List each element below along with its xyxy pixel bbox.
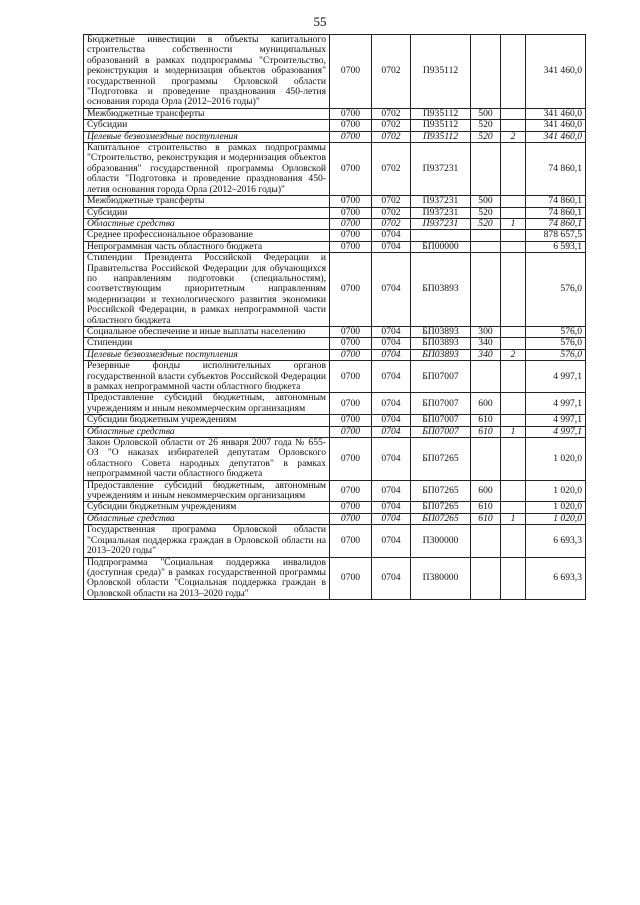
cell-section: 0700: [330, 326, 372, 337]
cell-name: Субсидии: [84, 120, 330, 131]
cell-expense-type: [471, 35, 501, 109]
cell-amount: 6 593,1: [526, 241, 586, 252]
cell-subsection: 0704: [372, 338, 411, 349]
budget-table: [83, 34, 586, 600]
cell-amount: 4 997,1: [526, 415, 586, 426]
cell-source-code: 1: [501, 426, 526, 437]
cell-section: 0700: [330, 143, 372, 196]
cell-expense-type: 520: [471, 218, 501, 229]
cell-expense-type: [471, 143, 501, 196]
cell-name: Подпрограмма "Социальная поддержка инвалидов (доступная среда)" в рамках государственной программы Орловской области "Социальная поддержка граждан в Орловской области на 2013–2020 годы": [84, 557, 330, 600]
cell-name: Субсидии бюджетным учреждениям: [84, 415, 330, 426]
cell-expense-type: 500: [471, 108, 501, 119]
cell-section: 0700: [330, 120, 372, 131]
cell-amount: 341 460,0: [526, 120, 586, 131]
cell-name: Стипендии Президента Российской Федерации и Правительства Российской Федерации для обучающихся по направлениям подготовки (специальностям), соответствующим приоритетным направлениям модернизации и технологического развития экономики Российской Федерации, в рамках непрограммной части областного бюджета: [84, 253, 330, 327]
cell-target-article: П935112: [411, 131, 471, 142]
cell-target-article: П937231: [411, 207, 471, 218]
cell-amount: 1 020,0: [526, 480, 586, 502]
cell-expense-type: 610: [471, 426, 501, 437]
cell-subsection: 0704: [372, 502, 411, 513]
cell-subsection: 0702: [372, 131, 411, 142]
table-row: [84, 35, 586, 109]
cell-subsection: 0704: [372, 513, 411, 524]
cell-source-code: [501, 230, 526, 241]
table-row: [84, 438, 586, 481]
cell-name: Субсидии: [84, 207, 330, 218]
cell-expense-type: 610: [471, 513, 501, 524]
cell-section: 0700: [330, 196, 372, 207]
table-row: [84, 513, 586, 524]
cell-section: 0700: [330, 349, 372, 360]
cell-expense-type: 300: [471, 326, 501, 337]
table-row: [84, 393, 586, 415]
table-row: [84, 131, 586, 142]
cell-target-article: П935112: [411, 35, 471, 109]
cell-amount: 74 860,1: [526, 143, 586, 196]
cell-section: 0700: [330, 513, 372, 524]
cell-amount: 576,0: [526, 253, 586, 327]
cell-name: Субсидии бюджетным учреждениям: [84, 502, 330, 513]
cell-expense-type: 610: [471, 415, 501, 426]
cell-source-code: [501, 35, 526, 109]
cell-target-article: БП00000: [411, 241, 471, 252]
cell-section: 0700: [330, 131, 372, 142]
cell-subsection: 0704: [372, 361, 411, 393]
cell-section: 0700: [330, 35, 372, 109]
cell-amount: 576,0: [526, 349, 586, 360]
cell-name: Областные средства: [84, 426, 330, 437]
table-row: [84, 108, 586, 119]
cell-name: Областные средства: [84, 513, 330, 524]
cell-section: 0700: [330, 338, 372, 349]
cell-source-code: [501, 480, 526, 502]
cell-subsection: 0702: [372, 143, 411, 196]
cell-section: 0700: [330, 230, 372, 241]
table-row: [84, 349, 586, 360]
cell-expense-type: [471, 557, 501, 600]
cell-section: 0700: [330, 438, 372, 481]
cell-target-article: П935112: [411, 108, 471, 119]
cell-target-article: БП07007: [411, 426, 471, 437]
table-row: [84, 241, 586, 252]
cell-target-article: БП03893: [411, 253, 471, 327]
table-row: [84, 120, 586, 131]
page-number: 55: [313, 14, 327, 29]
cell-source-code: [501, 338, 526, 349]
cell-source-code: [501, 438, 526, 481]
cell-target-article: БП07007: [411, 361, 471, 393]
table-row: [84, 143, 586, 196]
cell-name: Среднее профессиональное образование: [84, 230, 330, 241]
cell-amount: 4 997,1: [526, 393, 586, 415]
cell-expense-type: 610: [471, 502, 501, 513]
cell-expense-type: [471, 241, 501, 252]
cell-subsection: 0704: [372, 426, 411, 437]
cell-source-code: 1: [501, 218, 526, 229]
table-row: [84, 338, 586, 349]
cell-name: Предоставление субсидий бюджетным, автономным учреждениям и иным некоммерческим организациям: [84, 393, 330, 415]
cell-target-article: П935112: [411, 120, 471, 131]
cell-source-code: [501, 502, 526, 513]
cell-amount: 74 860,1: [526, 196, 586, 207]
cell-section: 0700: [330, 415, 372, 426]
cell-target-article: БП07265: [411, 438, 471, 481]
cell-expense-type: 340: [471, 349, 501, 360]
cell-amount: 6 693,3: [526, 557, 586, 600]
cell-name: Целевые безвозмездные поступления: [84, 349, 330, 360]
cell-subsection: 0704: [372, 349, 411, 360]
cell-name: Резервные фонды исполнительных органов государственной власти субъектов Российской Федерации в рамках непрограммной части областного бюджета: [84, 361, 330, 393]
cell-source-code: [501, 253, 526, 327]
cell-amount: 74 860,1: [526, 218, 586, 229]
cell-target-article: П380000: [411, 557, 471, 600]
cell-expense-type: [471, 361, 501, 393]
cell-source-code: [501, 525, 526, 557]
table-row: [84, 361, 586, 393]
cell-amount: 576,0: [526, 338, 586, 349]
cell-section: 0700: [330, 525, 372, 557]
cell-target-article: БП07007: [411, 415, 471, 426]
cell-name: Межбюджетные трансферты: [84, 108, 330, 119]
cell-expense-type: 600: [471, 393, 501, 415]
cell-amount: 4 997,1: [526, 361, 586, 393]
table-row: [84, 326, 586, 337]
cell-source-code: 2: [501, 131, 526, 142]
table-row: [84, 230, 586, 241]
cell-subsection: 0702: [372, 207, 411, 218]
cell-name: Областные средства: [84, 218, 330, 229]
cell-amount: 1 020,0: [526, 502, 586, 513]
cell-name: Государственная программа Орловской области "Социальная поддержка граждан в Орловской области на 2013–2020 годы": [84, 525, 330, 557]
cell-target-article: П937231: [411, 196, 471, 207]
cell-source-code: 1: [501, 513, 526, 524]
cell-amount: 74 860,1: [526, 207, 586, 218]
cell-section: 0700: [330, 557, 372, 600]
cell-source-code: [501, 120, 526, 131]
cell-subsection: 0704: [372, 326, 411, 337]
table-row: [84, 557, 586, 600]
cell-section: 0700: [330, 241, 372, 252]
cell-subsection: 0704: [372, 480, 411, 502]
table-row: [84, 218, 586, 229]
cell-source-code: [501, 326, 526, 337]
cell-source-code: [501, 108, 526, 119]
cell-name: Бюджетные инвестиции в объекты капитального строительства собственности муниципальных образований в рамках подпрограммы "Строительство, реконструкция и модернизация объектов образования" государственной программы Орловской области "Подготовка и проведение празднования 450-летия основания города Орла (2012–2016 годы)": [84, 35, 330, 109]
cell-target-article: БП07265: [411, 502, 471, 513]
table-row: [84, 480, 586, 502]
cell-amount: 576,0: [526, 326, 586, 337]
cell-amount: 341 460,0: [526, 131, 586, 142]
table-row: [84, 525, 586, 557]
cell-subsection: 0704: [372, 241, 411, 252]
cell-subsection: 0704: [372, 525, 411, 557]
cell-target-article: П937231: [411, 143, 471, 196]
cell-subsection: 0704: [372, 393, 411, 415]
cell-target-article: БП07265: [411, 480, 471, 502]
cell-amount: 878 657,5: [526, 230, 586, 241]
cell-source-code: [501, 207, 526, 218]
cell-subsection: 0704: [372, 557, 411, 600]
cell-subsection: 0704: [372, 438, 411, 481]
cell-section: 0700: [330, 253, 372, 327]
cell-expense-type: [471, 253, 501, 327]
cell-subsection: 0702: [372, 108, 411, 119]
cell-target-article: БП07265: [411, 513, 471, 524]
cell-section: 0700: [330, 361, 372, 393]
table-row: [84, 502, 586, 513]
cell-section: 0700: [330, 502, 372, 513]
cell-source-code: [501, 196, 526, 207]
cell-source-code: [501, 415, 526, 426]
cell-amount: 4 997,1: [526, 426, 586, 437]
cell-subsection: 0704: [372, 253, 411, 327]
cell-source-code: [501, 393, 526, 415]
cell-source-code: [501, 143, 526, 196]
cell-subsection: 0702: [372, 218, 411, 229]
cell-target-article: [411, 230, 471, 241]
cell-expense-type: 520: [471, 207, 501, 218]
cell-expense-type: 600: [471, 480, 501, 502]
cell-subsection: 0702: [372, 35, 411, 109]
cell-source-code: 2: [501, 349, 526, 360]
cell-source-code: [501, 361, 526, 393]
cell-expense-type: 340: [471, 338, 501, 349]
cell-target-article: П300000: [411, 525, 471, 557]
cell-name: Социальное обеспечение и иные выплаты населению: [84, 326, 330, 337]
cell-amount: 341 460,0: [526, 108, 586, 119]
table-row: [84, 207, 586, 218]
cell-name: Стипендии: [84, 338, 330, 349]
table-row: [84, 253, 586, 327]
cell-target-article: БП03893: [411, 338, 471, 349]
cell-target-article: БП03893: [411, 326, 471, 337]
table-row: [84, 415, 586, 426]
table-row: [84, 426, 586, 437]
cell-name: Непрограммная часть областного бюджета: [84, 241, 330, 252]
cell-amount: 1 020,0: [526, 513, 586, 524]
cell-amount: 341 460,0: [526, 35, 586, 109]
cell-target-article: БП03893: [411, 349, 471, 360]
cell-subsection: 0702: [372, 120, 411, 131]
cell-source-code: [501, 557, 526, 600]
cell-source-code: [501, 241, 526, 252]
cell-section: 0700: [330, 207, 372, 218]
cell-name: Капитальное строительство в рамках подпрограммы "Строительство, реконструкция и модернизация объектов образования" государственной программы Орловской области "Подготовка и проведение празднования 450-летия основания города Орла (2012–2016 годы)": [84, 143, 330, 196]
cell-section: 0700: [330, 480, 372, 502]
cell-target-article: БП07007: [411, 393, 471, 415]
cell-amount: 6 693,3: [526, 525, 586, 557]
cell-subsection: 0702: [372, 196, 411, 207]
cell-section: 0700: [330, 426, 372, 437]
cell-name: Целевые безвозмездные поступления: [84, 131, 330, 142]
cell-section: 0700: [330, 108, 372, 119]
cell-expense-type: 520: [471, 120, 501, 131]
cell-amount: 1 020,0: [526, 438, 586, 481]
cell-section: 0700: [330, 393, 372, 415]
cell-expense-type: [471, 438, 501, 481]
cell-target-article: П937231: [411, 218, 471, 229]
cell-name: Предоставление субсидий бюджетным, автономным учреждениям и иным некоммерческим организациям: [84, 480, 330, 502]
cell-expense-type: [471, 230, 501, 241]
cell-expense-type: 500: [471, 196, 501, 207]
table-row: [84, 196, 586, 207]
cell-subsection: 0704: [372, 415, 411, 426]
cell-section: 0700: [330, 218, 372, 229]
cell-name: Межбюджетные трансферты: [84, 196, 330, 207]
cell-expense-type: 520: [471, 131, 501, 142]
cell-name: Закон Орловской области от 26 января 2007 года № 655-ОЗ "О наказах избирателей депутатам Орловского областного Совета народных депутатов" в рамках непрограммной части областного бюджета: [84, 438, 330, 481]
cell-expense-type: [471, 525, 501, 557]
cell-subsection: 0704: [372, 230, 411, 241]
